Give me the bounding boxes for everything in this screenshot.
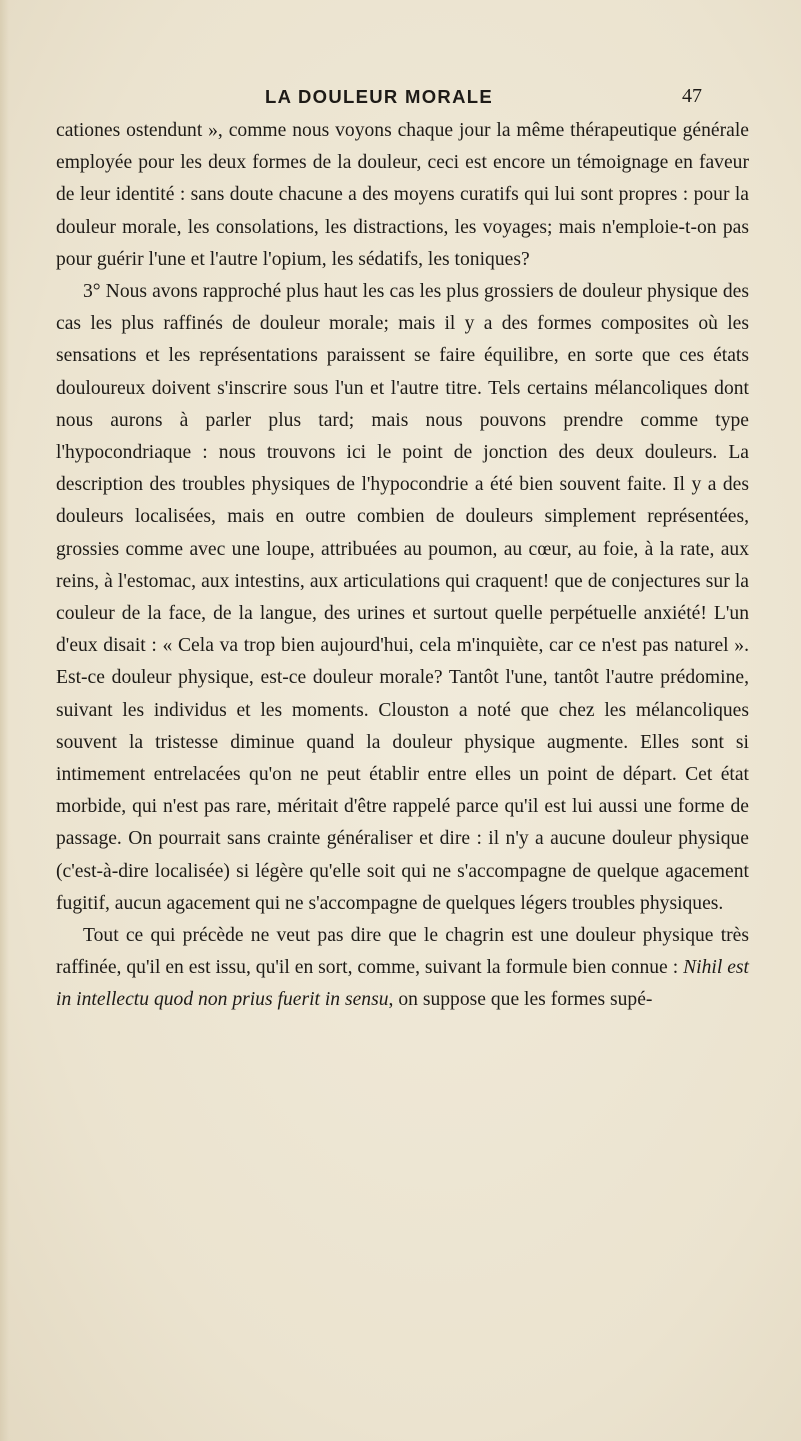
page-gutter-shadow — [0, 0, 9, 1441]
paragraph-3-text-before: Tout ce qui précède ne veut pas dire que le chagrin est une douleur physique très raffinée, qu'il en est issu, qu'il en sort, comme, suivant la formule bien connue : — [56, 925, 749, 979]
paragraph-3-text-after: , on suppose que les formes supé- — [388, 989, 653, 1011]
paragraph-2: 3° Nous avons rapproché plus haut les cas les plus grossiers de douleur physique des cas les plus raffinés de douleur morale; mais il y a des formes composites où les sensations et les représentations paraissent se faire équilibre, en sorte que ces états douloureux doivent s'inscrire sous l'un et l'autre titre. Tels certains mélancoliques dont nous aurons à parler plus tard; mais nous pouvons prendre comme type l'hypocondriaque : nous trouvons ici le point de jonction des deux douleurs. La description des troubles physiques de l'hypocondrie a été bien souvent faite. Il y a des douleurs localisées, mais en outre combien de douleurs simplement représentées, grossies comme avec une loupe, attribuées au poumon, au cœur, au foie, à la rate, aux reins, à l'estomac, aux intestins, aux articulations qui craquent! que de conjectures sur la couleur de la face, de la langue, des urines et surtout quelle perpétuelle anxiété! L'un d'eux disait : « Cela va trop bien aujourd'hui, cela m'inquiète, car ce n'est pas naturel ». Est-ce douleur physique, est-ce douleur morale? Tantôt l'une, tantôt l'autre prédomine, suivant les individus et les moments. Clouston a noté que chez les mélancoliques souvent la tristesse diminue quand la douleur physique augmente. Elles sont si intimement entrelacées qu'on ne peut établir entre elles un point de départ. Cet état morbide, qui n'est pas rare, méritait d'être rappelé parce qu'il est lui aussi une forme de passage. On pourrait sans crainte généraliser et dire : il n'y a aucune douleur physique (c'est-à-dire localisée) si légère qu'elle soit qui ne s'accompagne de quelque agacement fugitif, aucun agacement qui ne s'accompagne de quelques légers troubles physiques. — [56, 281, 749, 914]
paragraph-3 — [56, 920, 749, 1017]
page-header — [0, 86, 801, 114]
running-title: LA DOULEUR MORALE — [265, 86, 493, 107]
body-text — [56, 115, 749, 1017]
latin-quotation: Nihil est in intellectu quod non prius fuerit in sensu — [56, 957, 749, 1011]
page-number: 47 — [682, 85, 702, 107]
paragraph-1: cationes ostendunt », comme nous voyons chaque jour la même thérapeutique générale employée pour les deux formes de la douleur, ceci est encore un témoignage en faveur de leur identité : sans doute chacune a des moyens curatifs qui lui sont propres : pour la douleur morale, les consolations, les distractions, les voyages; mais n'emploie-t-on pas pour guérir l'une et l'autre l'opium, les sédatifs, les toniques? — [56, 120, 749, 270]
